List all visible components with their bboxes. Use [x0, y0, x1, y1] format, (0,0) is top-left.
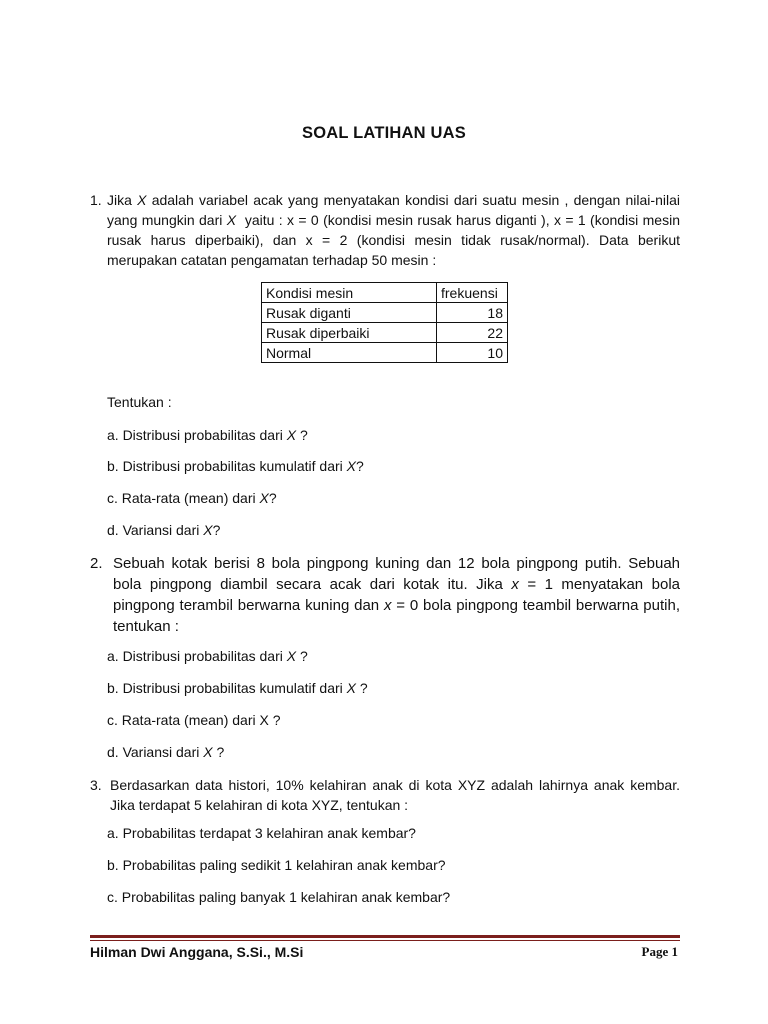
list-item	[107, 426, 308, 444]
table-cell-value: 18	[437, 303, 508, 323]
table-cell-value: 10	[437, 343, 508, 363]
list-item: c. Probabilitas paling banyak 1 kelahiran anak kembar?	[107, 889, 451, 905]
item-variable: X	[346, 458, 356, 474]
item-variable: X	[346, 680, 356, 696]
item-variable: X	[203, 744, 213, 760]
item-text: c. Rata-rata (mean) dari	[107, 490, 260, 506]
item-variable: X	[286, 648, 297, 664]
table-row	[262, 343, 508, 363]
item-suffix: ?	[268, 490, 277, 506]
page-title: SOAL LATIHAN UAS	[302, 124, 466, 142]
item-text: a. Distribusi probabilitas dari	[107, 427, 287, 443]
question-number: 3.	[90, 777, 102, 793]
item-text: c. Rata-rata (mean) dari X ?	[107, 712, 281, 728]
instruction-text: Tentukan :	[107, 394, 172, 410]
item-suffix: ?	[356, 680, 368, 696]
list-item: b. Probabilitas paling sedikit 1 kelahiran anak kembar?	[107, 857, 446, 873]
table-header-cell: frekuensi	[437, 283, 508, 303]
item-text: a. Distribusi probabilitas dari	[107, 648, 287, 664]
list-item	[107, 711, 281, 729]
table-row	[262, 323, 508, 343]
question-number: 2.	[90, 555, 103, 572]
question-text: Berdasarkan data histori, 10% kelahiran anak di kota XYZ adalah lahirnya anak kembar. Jika terdapat 5 kelahiran di kota XYZ, tentukan :	[110, 777, 680, 813]
question-3	[90, 775, 680, 815]
item-suffix: ?	[356, 458, 364, 474]
table-cell-value: 22	[437, 323, 508, 343]
item-variable: X	[259, 490, 269, 506]
table-cell-label: Rusak diperbaiki	[262, 323, 437, 343]
list-item	[107, 679, 368, 697]
item-text: d. Variansi dari	[107, 744, 204, 760]
list-item	[107, 457, 364, 475]
item-suffix: ?	[212, 522, 221, 538]
table-cell-label: Rusak diganti	[262, 303, 437, 323]
table-row	[262, 303, 508, 323]
question-number: 1.	[90, 192, 102, 208]
list-item	[107, 743, 224, 761]
item-text: d. Variansi dari	[107, 522, 204, 538]
list-item	[107, 647, 308, 665]
question-text: Jika X adalah variabel acak yang menyatakan kondisi dari suatu mesin , dengan nilai-nilai yang mungkin dari X yaitu : x = 0 (kondisi mesin rusak harus diganti ), x = 1 (kondisi mesin rusak harus diperbaiki), dan x = 2 (kondisi mesin tidak rusak/normal). Data berikut merupakan catatan pengamatan terhadap 50 mesin :	[107, 192, 680, 268]
table-header-cell: Kondisi mesin	[262, 283, 437, 303]
footer-author: Hilman Dwi Anggana, S.Si., M.Si	[90, 944, 304, 960]
footer-divider	[90, 935, 680, 941]
list-item	[107, 489, 277, 507]
item-text: b. Distribusi probabilitas kumulatif dari	[107, 458, 347, 474]
item-variable: X	[286, 427, 297, 443]
frequency-table	[261, 282, 508, 363]
question-1	[90, 190, 680, 270]
table-cell-label: Normal	[262, 343, 437, 363]
table-header-row	[262, 283, 508, 303]
item-suffix: ?	[296, 427, 308, 443]
item-suffix: ?	[212, 744, 225, 760]
item-variable: X	[203, 522, 213, 538]
question-text: Sebuah kotak berisi 8 bola pingpong kuning dan 12 bola pingpong putih. Sebuah bola pingpong diambil secara acak dari kotak itu. Jika x = 1 menyatakan bola pingpong terambil berwarna kuning dan x = 0 bola pingpong teambil berwarna putih, tentukan :	[113, 555, 680, 635]
list-item: a. Probabilitas terdapat 3 kelahiran anak kembar?	[107, 825, 416, 841]
page-number: Page 1	[641, 944, 678, 959]
list-item	[107, 521, 220, 539]
item-text: b. Distribusi probabilitas kumulatif dari	[107, 680, 347, 696]
item-suffix: ?	[296, 648, 308, 664]
question-2	[90, 553, 680, 637]
